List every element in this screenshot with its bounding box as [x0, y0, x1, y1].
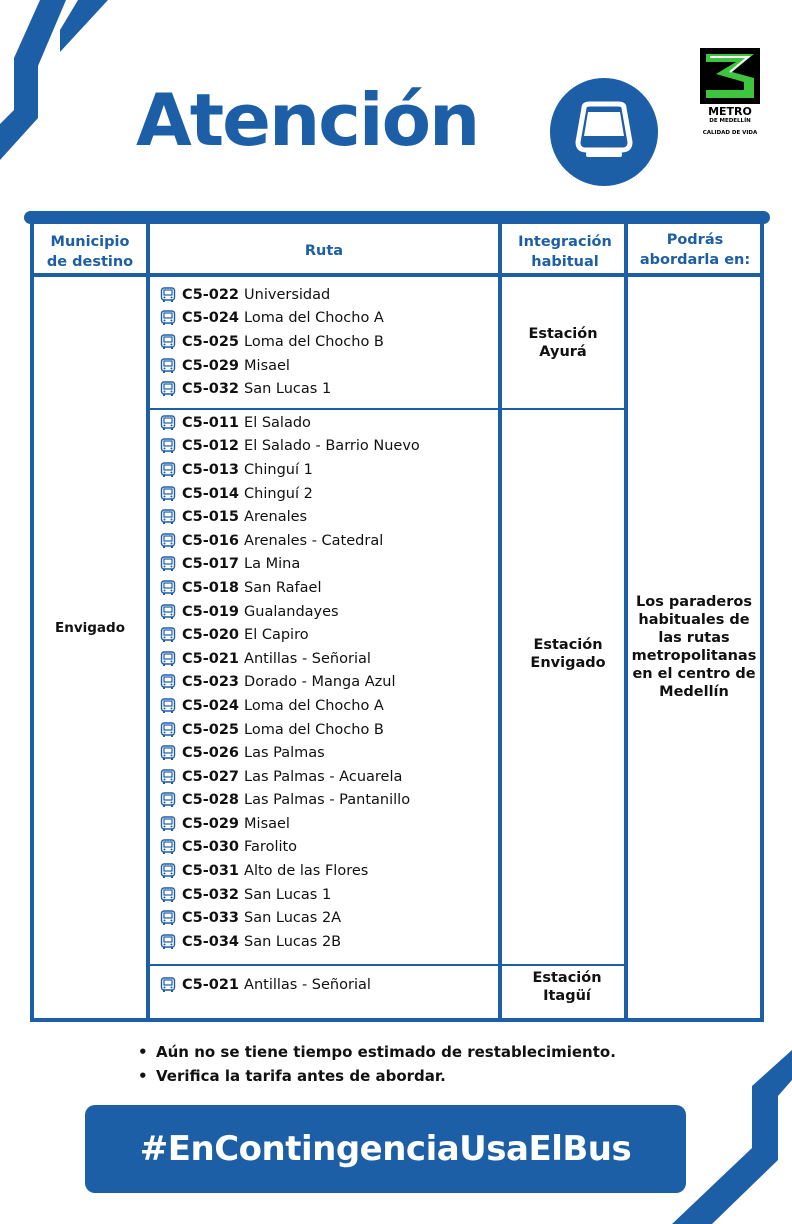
top-left-stripe [0, 0, 110, 170]
route-name: Dorado - Manga Azul [244, 674, 396, 691]
hashtag-text: #EnContingenciaUsaElBus [139, 1129, 632, 1169]
route-item [160, 906, 498, 930]
route-name: Las Palmas [244, 745, 325, 762]
route-name: El Salado - Barrio Nuevo [244, 438, 420, 455]
bus-icon [160, 698, 176, 714]
bus-icon [160, 415, 176, 431]
route-list-envigado [160, 411, 498, 954]
boarding-info: Los paraderos habituales de las rutas metropolitanas en el centro de Medellín [631, 594, 757, 700]
bus-icon [160, 722, 176, 738]
route-name: Misael [244, 357, 290, 374]
bus-icon [160, 769, 176, 785]
municipio-cell: Envigado [55, 620, 125, 636]
note-text: Aún no se tiene tiempo estimado de restablecimiento. [156, 1043, 616, 1061]
col-divider [146, 224, 150, 1022]
route-code: C5-011 [182, 414, 240, 431]
route-item [160, 435, 498, 459]
group-divider [150, 964, 624, 966]
route-code: C5-025 [182, 721, 240, 738]
route-code: C5-015 [182, 509, 240, 526]
route-name: Antillas - Señorial [244, 976, 371, 993]
bus-icon [160, 486, 176, 502]
route-code: C5-030 [182, 839, 240, 856]
route-code: C5-014 [182, 485, 240, 502]
bus-icon [160, 651, 176, 667]
hashtag-banner [85, 1105, 686, 1193]
bus-icon [160, 863, 176, 879]
route-name: La Mina [244, 556, 301, 573]
bus-icon [160, 580, 176, 596]
route-code: C5-028 [182, 792, 240, 809]
bus-icon [160, 604, 176, 620]
bus-icon [160, 310, 176, 326]
table-top-bar [24, 211, 770, 224]
route-name: Loma del Chocho B [244, 333, 384, 350]
route-code: C5-034 [182, 933, 240, 950]
col-divider [498, 224, 502, 1022]
route-code: C5-017 [182, 556, 240, 573]
route-item [160, 694, 498, 718]
col-header-abordar: Podrás abordarla en: [639, 232, 751, 268]
route-name: Chinguí 1 [244, 461, 313, 478]
col-divider [624, 224, 628, 1022]
route-code: C5-019 [182, 603, 240, 620]
route-name: Antillas - Señorial [244, 650, 371, 667]
bus-icon [160, 816, 176, 832]
route-name: El Salado [244, 414, 311, 431]
bus-icon [160, 910, 176, 926]
route-item [160, 505, 498, 529]
route-item [160, 529, 498, 553]
route-item [160, 765, 498, 789]
integration-ayura: Estación Ayurá [528, 326, 598, 360]
route-name: Loma del Chocho A [244, 697, 384, 714]
route-name: San Rafael [244, 579, 322, 596]
route-name: San Lucas 2B [244, 933, 342, 950]
route-code: C5-021 [182, 650, 240, 667]
col-header-integracion: Integración habitual [518, 234, 612, 270]
route-item [160, 623, 498, 647]
bus-icon [160, 334, 176, 350]
route-list-itagui [160, 973, 498, 997]
route-name: Arenales - Catedral [244, 532, 384, 549]
route-item [160, 411, 498, 435]
route-code: C5-033 [182, 910, 240, 927]
route-name: Gualandayes [244, 603, 339, 620]
route-name: Arenales [244, 509, 308, 526]
route-name: Las Palmas - Pantanillo [244, 792, 411, 809]
bus-icon [160, 462, 176, 478]
logo-line1: METRO [708, 105, 752, 118]
logo-line2: DE MEDELLÍN [709, 118, 751, 124]
note-item: • Verifica la tarifa antes de abordar. [138, 1067, 446, 1085]
route-item [160, 836, 498, 860]
route-code: C5-018 [182, 579, 240, 596]
col-header-municipio: Municipio de destino [46, 234, 134, 270]
route-item [160, 859, 498, 883]
route-item [160, 482, 498, 506]
route-item [160, 458, 498, 482]
route-list-ayura [160, 283, 498, 401]
route-item [160, 718, 498, 742]
route-item [160, 354, 498, 378]
route-item [160, 600, 498, 624]
bus-icon [160, 977, 176, 993]
note-item: • Aún no se tiene tiempo estimado de restablecimiento. [138, 1043, 616, 1061]
route-code: C5-031 [182, 863, 240, 880]
bus-icon [160, 358, 176, 374]
route-name: Loma del Chocho B [244, 721, 384, 738]
route-item [160, 307, 498, 331]
bus-icon [160, 381, 176, 397]
logo-tagline: CALIDAD DE VIDA [702, 130, 758, 136]
route-code: C5-024 [182, 697, 240, 714]
bus-icon [160, 556, 176, 572]
group-divider [150, 408, 624, 410]
bus-icon [160, 745, 176, 761]
route-item [160, 330, 498, 354]
bus-icon [160, 287, 176, 303]
route-code: C5-021 [182, 976, 240, 993]
route-code: C5-032 [182, 886, 240, 903]
bus-icon [160, 509, 176, 525]
route-code: C5-020 [182, 627, 240, 644]
route-item [160, 553, 498, 577]
integration-envigado: Estación Envigado [530, 637, 606, 671]
route-item [160, 647, 498, 671]
page-title: Atención [136, 78, 479, 162]
route-code: C5-032 [182, 381, 240, 398]
bus-icon [160, 627, 176, 643]
route-item [160, 883, 498, 907]
route-code: C5-026 [182, 745, 240, 762]
route-name: El Capiro [244, 627, 309, 644]
route-code: C5-024 [182, 310, 240, 327]
route-name: Loma del Chocho A [244, 310, 384, 327]
note-text: Verifica la tarifa antes de abordar. [156, 1067, 446, 1085]
route-item [160, 377, 498, 401]
route-item [160, 671, 498, 695]
route-code: C5-029 [182, 357, 240, 374]
route-item [160, 930, 498, 954]
bus-icon [160, 792, 176, 808]
route-item [160, 812, 498, 836]
route-code: C5-022 [182, 286, 240, 303]
route-code: C5-023 [182, 674, 240, 691]
route-name: Farolito [244, 839, 298, 856]
route-code: C5-012 [182, 438, 240, 455]
route-item [160, 576, 498, 600]
route-code: C5-025 [182, 333, 240, 350]
bus-icon [160, 674, 176, 690]
bus-icon [160, 934, 176, 950]
route-name: San Lucas 2A [244, 910, 342, 927]
route-name: Las Palmas - Acuarela [244, 768, 403, 785]
route-item [160, 741, 498, 765]
route-name: San Lucas 1 [244, 381, 332, 398]
col-header-ruta: Ruta [304, 243, 344, 259]
route-name: Chinguí 2 [244, 485, 313, 502]
notes-list [138, 1040, 616, 1088]
header-divider [30, 273, 764, 277]
route-code: C5-013 [182, 461, 240, 478]
route-name: Misael [244, 815, 290, 832]
route-name: San Lucas 1 [244, 886, 332, 903]
metro-logo-icon [700, 48, 760, 140]
bus-front-icon [550, 78, 658, 186]
route-code: C5-029 [182, 815, 240, 832]
bus-icon [160, 887, 176, 903]
bottom-right-stripe [672, 1040, 792, 1224]
route-code: C5-016 [182, 532, 240, 549]
route-item [160, 789, 498, 813]
bus-icon [160, 438, 176, 454]
integration-itagui: Estación Itagüí [532, 970, 602, 1004]
route-item [160, 283, 498, 307]
route-name: Alto de las Flores [244, 863, 369, 880]
bus-icon [160, 533, 176, 549]
route-name: Universidad [244, 286, 331, 303]
bus-icon [160, 839, 176, 855]
route-code: C5-027 [182, 768, 240, 785]
route-item [160, 973, 498, 997]
